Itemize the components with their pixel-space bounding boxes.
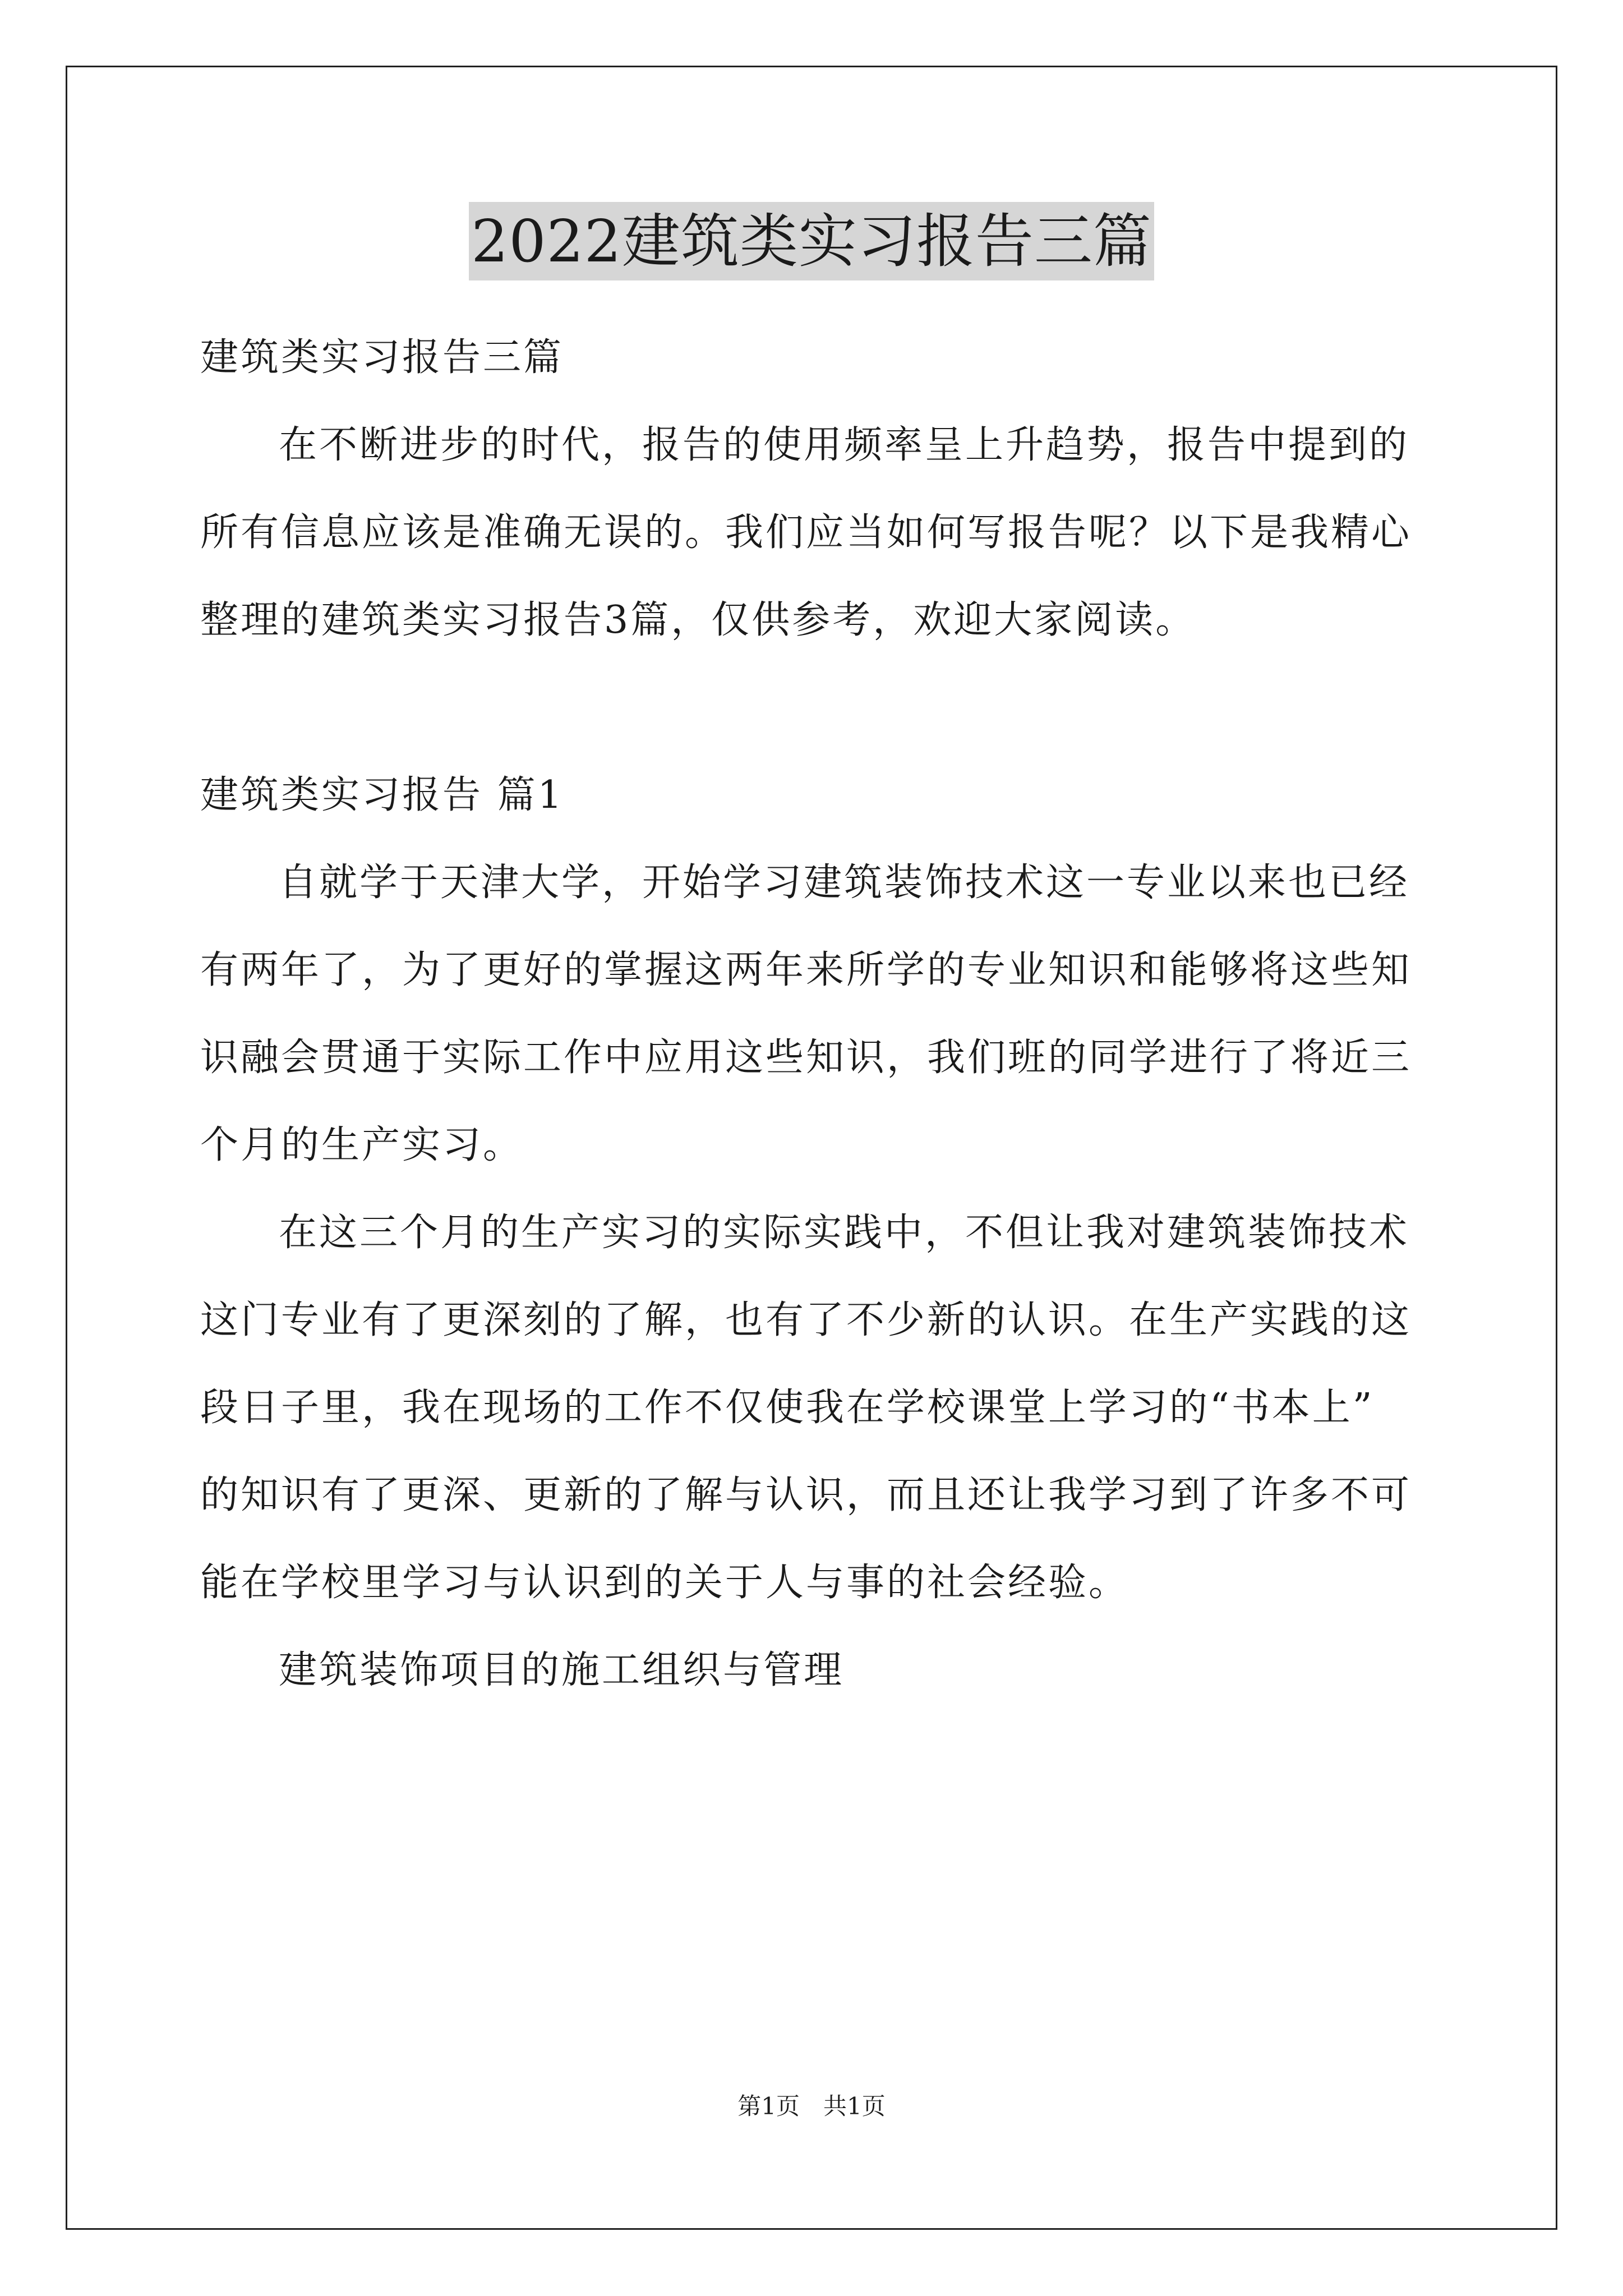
section-heading: 建筑类实习报告 篇1 [200, 773, 564, 817]
document-body [200, 314, 1434, 1714]
title-container [0, 202, 1623, 280]
paragraph-line: 有两年了，为了更好的掌握这两年来所学的专业知识和能够将这些知 [200, 948, 1412, 992]
paragraph-line: 能在学校里学习与认识到的关于人与事的社会经验。 [200, 1561, 1129, 1605]
intro-line: 所有信息应该是准确无误的。我们应当如何写报告呢？以下是我精心 [200, 510, 1412, 555]
paragraph-line: 个月的生产实习。 [200, 1123, 524, 1167]
paragraph-line: 自就学于天津大学，开始学习建筑装饰技术这一专业以来也已经 [279, 861, 1410, 905]
page-footer: 第1页 共1页 [737, 2092, 886, 2120]
subheading: 建筑装饰项目的施工组织与管理 [279, 1648, 845, 1692]
document-title: 2022建筑类实习报告三篇 [469, 202, 1154, 280]
paragraph-line: 这门专业有了更深刻的了解，也有了不少新的认识。在生产实践的这 [200, 1298, 1412, 1342]
paragraph-line: 在这三个月的生产实习的实际实践中，不但让我对建筑装饰技术 [279, 1211, 1410, 1255]
intro-line: 在不断进步的时代，报告的使用频率呈上升趋势，报告中提到的 [279, 423, 1410, 467]
paragraph-line: 识融会贯通于实际工作中应用这些知识，我们班的同学进行了将近三 [200, 1036, 1412, 1080]
paragraph-line: 段日子里，我在现场的工作不仅使我在学校课堂上学习的“书本上” [200, 1386, 1375, 1430]
document-heading: 建筑类实习报告三篇 [200, 335, 564, 380]
intro-line: 整理的建筑类实习报告3篇，仅供参考，欢迎大家阅读。 [200, 598, 1196, 642]
spacer [200, 664, 1434, 752]
paragraph-line: 的知识有了更深、更新的了解与认识，而且还让我学习到了许多不可 [200, 1473, 1412, 1517]
